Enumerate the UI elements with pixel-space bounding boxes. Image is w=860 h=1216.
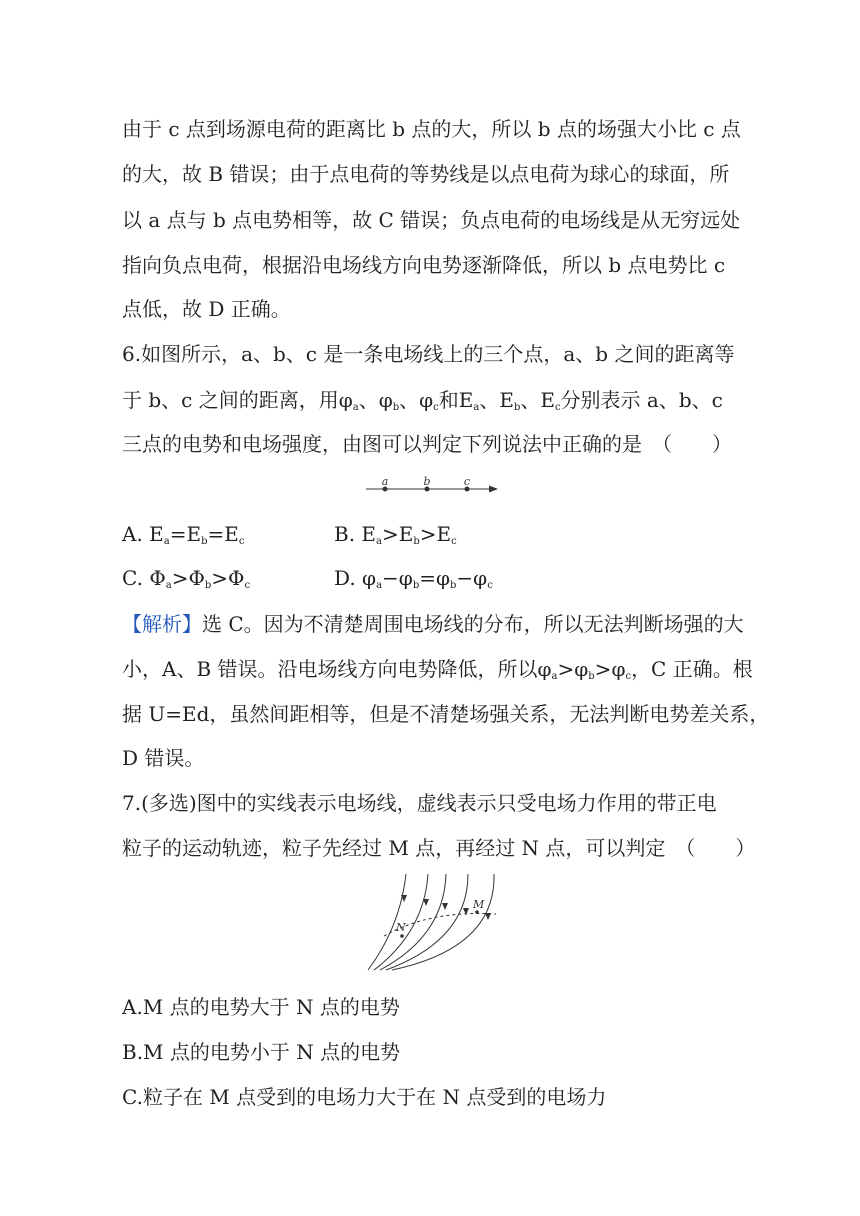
para1-line-4: 指向负点电荷，根据沿电场线方向电势逐渐降低，所以 b 点电势比 c	[122, 253, 726, 277]
q7-option-b: B.M 点的电势小于 N 点的电势	[122, 1040, 401, 1064]
q7-option-a: A.M 点的电势大于 N 点的电势	[122, 995, 400, 1019]
label-c: c	[463, 475, 471, 488]
q6-line-3: 三点的电势和电场强度，由图可以判定下列说法中正确的是 （ ）	[122, 432, 732, 456]
analysis6-line-1: 【解析】选 C。因为不清楚周围电场线的分布，所以无法判断场强的大	[122, 612, 744, 636]
para1-line-1: 由于 c 点到场源电荷的距离比 b 点的大，所以 b 点的场强大小比 c 点	[122, 117, 741, 141]
para1-line-2: 的大，故 B 错误；由于点电荷的等势线是以点电荷为球心的球面，所	[122, 162, 730, 186]
arrow-5	[485, 913, 491, 920]
label-a: a	[381, 475, 389, 488]
q6-option-a: A. $E_a=E_b=E_c$	[122, 522, 245, 547]
q6-option-d: D. $\varphi_a-\varphi_b=\varphi_b-\varphi_c$	[334, 566, 493, 591]
label-m: M	[473, 898, 485, 911]
analysis6-line-2: 小，A、B 错误。沿电场线方向电势降低，所以$\varphi_a>\varphi_b>\varphi_c$，C 正确。根	[122, 657, 753, 682]
arrow-3	[442, 903, 448, 910]
field-line-figure	[0, 473, 860, 503]
para1-line-3: 以 a 点与 b 点电势相等，故 C 错误；负点电荷的电场线是从无穷远处	[122, 208, 741, 232]
q7-line-1: 7.(多选)图中的实线表示电场线，虚线表示只受电场力作用的带正电	[122, 791, 717, 815]
field-line-arrowhead	[489, 486, 498, 493]
q6-line-2: 于 b、c 之间的距离，用$\varphi_a$、$\varphi_b$、$\varphi_c$和$E_a$、$E_b$、$E_c$分别表示 a、b、c	[122, 388, 723, 413]
q7-line-2: 粒子的运动轨迹，粒子先经过 M 点，再经过 N 点，可以判定 （ ）	[122, 836, 756, 860]
arrow-2	[423, 899, 429, 906]
analysis-tag: 【解析】	[122, 612, 202, 636]
point-n-dot	[400, 934, 404, 938]
analysis6-line-3: 据 U=Ed，虽然间距相等，但是不清楚场强关系，无法判断电势差关系，	[122, 702, 770, 726]
field-lines-figure	[0, 872, 860, 972]
para1-line-5: 点低，故 D 正确。	[122, 297, 291, 321]
q6-option-c: C. $\Phi_a>\Phi_b>\Phi_c$	[122, 566, 251, 591]
field-line-5	[392, 874, 494, 970]
arrow-4	[463, 908, 469, 915]
q6-option-b: B. $E_a>E_b>E_c$	[334, 522, 457, 547]
label-b: b	[423, 475, 431, 488]
analysis6-line-4: D 错误。	[122, 746, 205, 770]
label-n: N	[396, 921, 406, 934]
q6-line-1: 6.如图所示，a、b、c 是一条电场线上的三个点，a、b 之间的距离等	[122, 342, 735, 366]
q7-option-c: C.粒子在 M 点受到的电场力大于在 N 点受到的电场力	[122, 1085, 607, 1109]
